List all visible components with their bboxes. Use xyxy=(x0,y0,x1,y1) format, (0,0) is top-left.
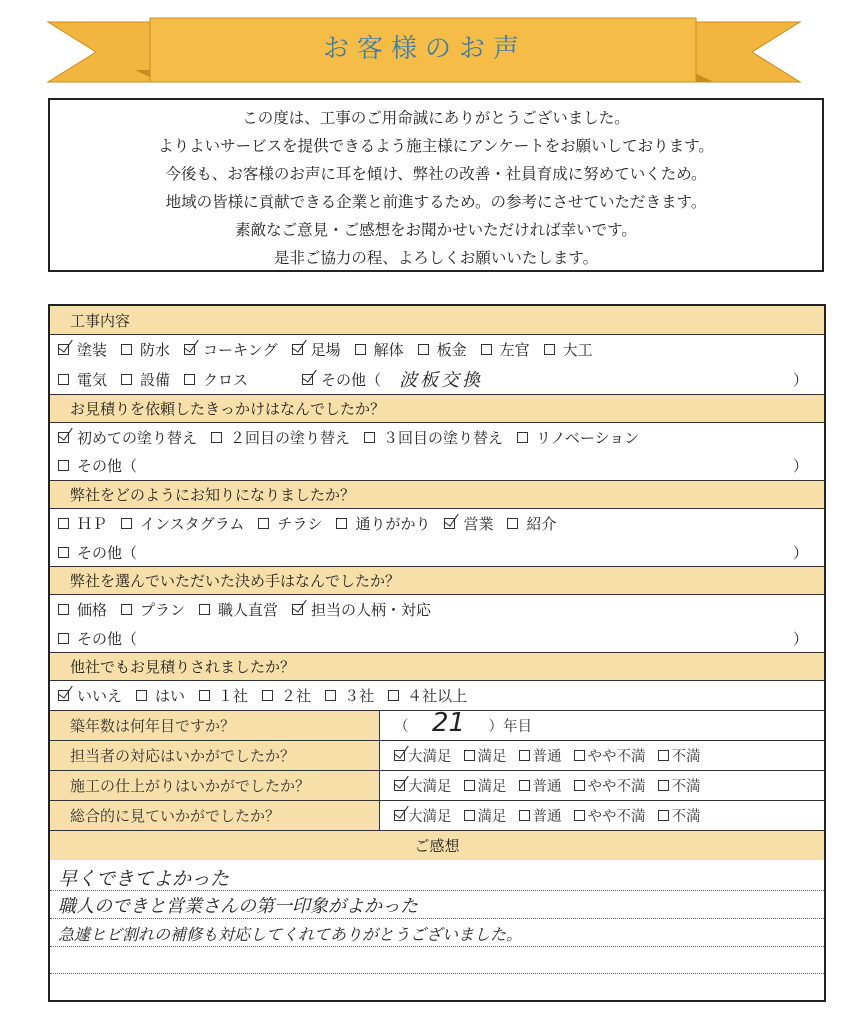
option-label: 不満 xyxy=(671,779,701,795)
question-title: 他社でもお見積りされましたか？ xyxy=(70,658,296,676)
option-5[interactable] xyxy=(658,805,701,826)
close-paren: ） xyxy=(792,629,808,648)
checkbox[interactable] xyxy=(519,750,530,761)
option-label: クロス xyxy=(203,370,249,389)
option-1[interactable] xyxy=(58,339,107,360)
checkbox[interactable] xyxy=(199,690,210,701)
checkbox[interactable] xyxy=(481,344,492,355)
intro-line: よりよいサービスを提供できるよう施主様にアンケートをお願いしております。 xyxy=(158,137,714,155)
option-3[interactable] xyxy=(258,513,322,534)
option-label: 満足 xyxy=(477,779,507,795)
option-label: 設備 xyxy=(140,370,171,389)
rating-row-finish xyxy=(50,770,824,800)
question-header-trigger xyxy=(50,394,824,422)
question-title: お見積りを依頼したきっかけはなんでしたか？ xyxy=(70,400,386,418)
option-1[interactable] xyxy=(394,775,452,796)
option-label: ２社 xyxy=(281,687,312,705)
comment-line xyxy=(50,918,824,947)
checkbox-checked[interactable] xyxy=(58,344,69,355)
rating-row-staff xyxy=(50,740,824,770)
option-label: １社 xyxy=(218,687,249,705)
question-title: 弊社を選んでいただいた決め手はなんでしたか？ xyxy=(70,572,401,590)
question-header-decision xyxy=(50,566,824,594)
comments-title: ご感想 xyxy=(414,837,460,855)
other-label: その他（ xyxy=(321,370,382,389)
option-label: 不満 xyxy=(671,809,701,825)
checkbox[interactable] xyxy=(121,604,132,615)
option-label: 通りがかり xyxy=(355,515,431,533)
option-label: 塗装 xyxy=(77,341,108,359)
option-label: チラシ xyxy=(277,515,323,533)
option-label: 左官 xyxy=(499,341,530,359)
comment-line xyxy=(50,973,824,999)
option-label: 初めての塗り替え xyxy=(77,428,198,447)
option-3[interactable] xyxy=(184,369,248,390)
checkbox-checked[interactable] xyxy=(444,518,455,529)
other-option[interactable] xyxy=(58,542,137,563)
checkbox-checked[interactable] xyxy=(58,690,69,701)
option-3[interactable] xyxy=(199,599,278,620)
close-paren: ） xyxy=(792,370,808,389)
option-5[interactable] xyxy=(658,775,701,796)
other-option[interactable] xyxy=(58,455,137,476)
year-suffix: ）年目 xyxy=(488,719,532,735)
option-label: 板金 xyxy=(436,341,467,359)
option-label: 大満足 xyxy=(408,809,452,825)
option-2[interactable] xyxy=(211,427,350,448)
rating-options xyxy=(380,805,824,826)
checkbox[interactable] xyxy=(658,750,669,761)
comment-line xyxy=(50,946,824,974)
checkbox[interactable] xyxy=(184,374,195,385)
checkbox[interactable] xyxy=(258,518,269,529)
checkbox-checked[interactable] xyxy=(394,780,405,791)
checkbox-checked[interactable] xyxy=(292,344,303,355)
options-row xyxy=(50,334,824,364)
comment-line xyxy=(50,862,824,891)
option-label: ４社以上 xyxy=(407,687,468,705)
checkbox[interactable] xyxy=(121,374,132,385)
option-2[interactable] xyxy=(464,775,507,796)
other-value[interactable]: 波板交換 xyxy=(399,370,484,391)
option-7[interactable] xyxy=(481,339,530,360)
option-2[interactable] xyxy=(121,513,244,534)
option-label: 大満足 xyxy=(408,779,452,795)
option-5[interactable] xyxy=(355,339,404,360)
options-row xyxy=(50,680,824,710)
question-title: 築年数は何年目ですか？ xyxy=(50,711,380,740)
other-label: その他（ xyxy=(77,543,138,562)
option-label: 防水 xyxy=(140,341,171,359)
intro-line: 地域の皆様に貢献できる企業と前進するため。の参考にさせていただきます。 xyxy=(165,193,707,211)
checkbox-checked[interactable] xyxy=(292,604,303,615)
option-4[interactable] xyxy=(262,685,311,706)
checkbox[interactable] xyxy=(355,344,366,355)
option-label: 電気 xyxy=(77,370,108,389)
checkbox-checked[interactable] xyxy=(302,374,313,385)
option-label: リノベーション xyxy=(536,428,640,447)
question-title: 弊社をどのようにお知りになりましたか？ xyxy=(70,486,356,504)
comment-line xyxy=(50,890,824,919)
rating-options xyxy=(380,775,824,796)
other-option[interactable] xyxy=(302,366,483,392)
option-6[interactable] xyxy=(507,513,556,534)
intro-line: この度は、工事のご用命誠にありがとうございました。 xyxy=(242,109,630,127)
checkbox[interactable] xyxy=(464,810,475,821)
option-label: やや不満 xyxy=(587,779,646,795)
option-label: 満足 xyxy=(477,749,507,765)
checkbox[interactable] xyxy=(364,432,375,443)
option-label: コーキング xyxy=(203,341,278,359)
checkbox[interactable] xyxy=(199,604,210,615)
option-label: いいえ xyxy=(77,687,123,705)
option-5[interactable] xyxy=(444,513,493,534)
checkbox[interactable] xyxy=(58,374,69,385)
option-4[interactable] xyxy=(574,745,646,766)
question-header-awareness xyxy=(50,480,824,508)
checkbox[interactable] xyxy=(574,810,585,821)
checkbox[interactable] xyxy=(544,344,555,355)
checkbox[interactable] xyxy=(121,344,132,355)
checkbox[interactable] xyxy=(58,518,69,529)
option-5[interactable] xyxy=(658,745,701,766)
options-row xyxy=(50,422,824,451)
intro-line: 是非ご協力の程、よろしくお願いいたします。 xyxy=(273,249,599,267)
option-2[interactable] xyxy=(121,369,170,390)
option-1[interactable] xyxy=(394,745,452,766)
option-label: 足場 xyxy=(310,341,341,359)
intro-message-box xyxy=(48,98,824,272)
option-label: 満足 xyxy=(477,809,507,825)
checkbox[interactable] xyxy=(58,547,69,558)
options-row xyxy=(50,451,824,480)
option-label: 担当の人柄・対応 xyxy=(311,601,432,619)
intro-line: 今後も、お客様のお声に耳を傾け、弊社の改善・社員育成に努めていくため。 xyxy=(165,165,707,183)
option-label: 紹介 xyxy=(526,515,557,533)
option-8[interactable] xyxy=(544,339,593,360)
option-label: はい xyxy=(155,687,186,705)
banner xyxy=(0,0,848,96)
option-label: 大満足 xyxy=(408,749,452,765)
option-label: ＨＰ xyxy=(77,515,108,533)
option-label: プラン xyxy=(140,601,186,619)
option-4[interactable] xyxy=(574,775,646,796)
options-row xyxy=(50,594,824,624)
checkbox[interactable] xyxy=(464,750,475,761)
checkbox[interactable] xyxy=(507,518,518,529)
checkbox[interactable] xyxy=(574,780,585,791)
other-label: その他（ xyxy=(77,457,138,475)
checkbox[interactable] xyxy=(58,633,69,644)
checkbox[interactable] xyxy=(517,432,528,443)
option-1[interactable] xyxy=(394,805,452,826)
survey-form xyxy=(48,304,826,1002)
option-label: 職人直営 xyxy=(218,601,279,619)
question-header-work-type xyxy=(50,306,824,334)
option-1[interactable] xyxy=(58,685,122,706)
rating-options xyxy=(380,745,824,766)
checkbox-checked[interactable] xyxy=(184,344,195,355)
option-label: 価格 xyxy=(77,601,108,619)
checkbox[interactable] xyxy=(388,690,399,701)
question-header-other-quotes xyxy=(50,652,824,680)
options-row xyxy=(50,364,824,394)
option-4[interactable] xyxy=(517,427,639,448)
checkbox[interactable] xyxy=(519,780,530,791)
option-label: 普通 xyxy=(532,749,562,765)
comment-text: 早くできてよかった xyxy=(58,868,230,890)
option-1[interactable] xyxy=(58,427,197,448)
option-4[interactable] xyxy=(292,599,431,620)
banner-title: お客様のお声 xyxy=(322,34,527,64)
checkbox[interactable] xyxy=(58,604,69,615)
comment-text: 職人のできと営業さんの第一印象がよかった xyxy=(58,896,418,917)
other-option[interactable] xyxy=(58,628,137,649)
checkbox[interactable] xyxy=(336,518,347,529)
checkbox[interactable] xyxy=(58,460,69,471)
option-3[interactable] xyxy=(199,685,248,706)
option-3[interactable] xyxy=(184,339,278,360)
comments-area[interactable] xyxy=(50,862,824,1000)
options-row xyxy=(50,508,824,538)
checkbox-checked[interactable] xyxy=(394,750,405,761)
checkbox[interactable] xyxy=(574,750,585,761)
option-2[interactable] xyxy=(464,745,507,766)
checkbox[interactable] xyxy=(325,690,336,701)
option-2[interactable] xyxy=(464,805,507,826)
option-3[interactable] xyxy=(519,745,562,766)
checkbox-checked[interactable] xyxy=(394,810,405,821)
checkbox[interactable] xyxy=(519,810,530,821)
option-5[interactable] xyxy=(325,685,374,706)
option-label: ３社 xyxy=(344,687,375,705)
option-2[interactable] xyxy=(136,685,185,706)
question-title: 総合的に見ていかがでしたか？ xyxy=(50,801,380,830)
checkbox[interactable] xyxy=(121,518,132,529)
option-label: 解体 xyxy=(373,341,404,359)
intro-line: 素敵なご意見・ご感想をお聞かせいただければ幸いです。 xyxy=(235,221,637,239)
option-label: 普通 xyxy=(532,809,562,825)
close-paren: ） xyxy=(792,543,808,562)
option-label: ２回目の塗り替え xyxy=(230,428,351,447)
option-2[interactable] xyxy=(121,599,185,620)
options-row xyxy=(50,538,824,566)
option-4[interactable] xyxy=(292,339,341,360)
question-title: 施工の仕上がりはいかがでしたか？ xyxy=(50,771,380,800)
open-paren: （ xyxy=(394,719,409,735)
checkbox[interactable] xyxy=(211,432,222,443)
checkbox[interactable] xyxy=(464,780,475,791)
option-6[interactable] xyxy=(388,685,467,706)
option-label: 普通 xyxy=(532,779,562,795)
building-age-value[interactable]: 21 xyxy=(431,707,466,738)
option-1[interactable] xyxy=(58,599,107,620)
option-4[interactable] xyxy=(574,805,646,826)
option-label: やや不満 xyxy=(587,749,646,765)
option-4[interactable] xyxy=(336,513,430,534)
question-title: 担当者の対応はいかがでしたか？ xyxy=(50,741,380,770)
checkbox[interactable] xyxy=(136,690,147,701)
checkbox[interactable] xyxy=(418,344,429,355)
options-row xyxy=(50,624,824,652)
option-label: やや不満 xyxy=(587,809,646,825)
checkbox[interactable] xyxy=(658,780,669,791)
option-6[interactable] xyxy=(418,339,467,360)
option-label: 大工 xyxy=(562,341,593,359)
checkbox[interactable] xyxy=(658,810,669,821)
building-age-row xyxy=(50,707,824,740)
option-3[interactable] xyxy=(364,427,503,448)
other-label: その他（ xyxy=(77,629,138,648)
option-1[interactable] xyxy=(58,513,107,534)
comments-header xyxy=(50,830,824,860)
building-age-answer xyxy=(380,707,824,738)
checkbox[interactable] xyxy=(262,690,273,701)
option-label: ３回目の塗り替え xyxy=(383,428,504,447)
option-2[interactable] xyxy=(121,339,170,360)
option-3[interactable] xyxy=(519,805,562,826)
question-title: 工事内容 xyxy=(70,311,131,330)
option-1[interactable] xyxy=(58,369,107,390)
close-paren: ） xyxy=(792,457,808,475)
option-label: 営業 xyxy=(463,515,494,533)
rating-row-overall xyxy=(50,800,824,830)
checkbox-checked[interactable] xyxy=(58,432,69,443)
option-3[interactable] xyxy=(519,775,562,796)
comment-text: 急遽ヒビ割れの補修も対応してくれてありがとうございました。 xyxy=(58,925,523,944)
option-label: 不満 xyxy=(671,749,701,765)
option-label: インスタグラム xyxy=(140,515,245,533)
